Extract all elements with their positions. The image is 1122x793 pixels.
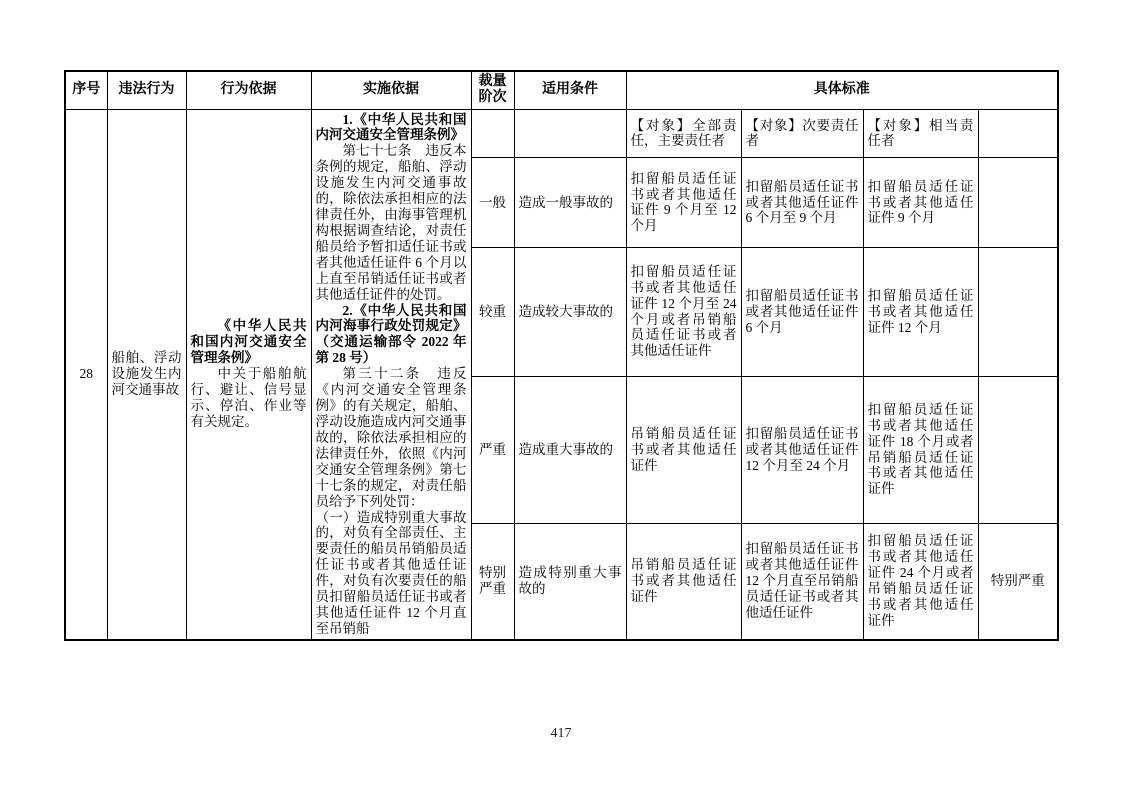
implementation-p2-body: 第三十二条 违反《内河交通安全管理条例》的有关规定，船舶、浮动设施造成内河交通事故的，除依法承担相应的法律责任外，依照《内河交通安全管理条例》第七十七条的规定，对责任船员给予下列处罚： [315,366,467,509]
behavior-basis-title: 《中华人民共和国内河交通安全管理条例》 [190,318,307,366]
cell-condition: 造成一般事故的 [514,158,626,247]
sub-header-equivalent: 【对象】相当责任者 [863,109,978,158]
cell-condition: 造成特别重大事故的 [514,523,626,640]
cell-implementation-basis [311,109,471,640]
sub-header-secondary: 【对象】次要责任者 [741,109,863,158]
cell-condition: 造成重大事故的 [514,376,626,523]
cell-standard-equivalent: 扣留船员适任证书或者其他适任证件 12 个月 [863,247,978,376]
col-header-implementation-basis: 实施依据 [311,71,471,109]
col-header-discretion-level: 裁量阶次 [471,71,514,109]
cell-standard-full-primary: 吊销船员适任证书或者其他适任证件 [626,523,741,640]
col-header-applicable-condition: 适用条件 [514,71,626,109]
cell-violation: 船舶、浮动设施发生内河交通事故 [107,109,186,640]
sub-header-row [65,109,1058,158]
cell-standard-extra [978,247,1058,376]
implementation-p2-title: 2.《中华人民共和国内河海事行政处罚规定》（交通运输部令 2022 年第 28 号） [315,302,467,366]
cell-standard-secondary: 扣留船员适任证书或者其他适任证件 6 个月至 9 个月 [741,158,863,247]
cell-standard-secondary: 扣留船员适任证书或者其他适任证件 12 个月直至吊销船员适任证书或者其他适任证件 [741,523,863,640]
cell-standard-full-primary: 吊销船员适任证书或者其他适任证件 [626,376,741,523]
cell-record-no: 28 [65,109,107,640]
cell-behavior-basis [186,109,311,640]
penalty-standards-table [64,70,1059,641]
cell-standard-extra [978,376,1058,523]
cell-standard-full-primary: 扣留船员适任证书或者其他适任证件 12 个月至 24 个月或者吊销船员适任证书或者其他适任证件 [626,247,741,376]
cell-condition: 造成较大事故的 [514,247,626,376]
cell-standard-secondary: 扣留船员适任证书或者其他适任证件 6 个月 [741,247,863,376]
col-header-specific-standard: 具体标准 [626,71,1058,109]
col-header-behavior-basis: 行为依据 [186,71,311,109]
empty-cell [471,109,514,158]
implementation-p1-body: 第七十七条 违反本条例的规定，船舶、浮动设施发生内河交通事故的，除依法承担相应的法律责任外，由海事管理机构根据调查结论，对责任船员给予暂扣适任证书或者其他适任证件 6 个月以上直至吊销适任证书或者其他适任证件的处罚。 [315,143,467,302]
sub-header-full-primary: 【对象】全部责任，主要责任者 [626,109,741,158]
cell-standard-full-primary: 扣留船员适任证书或者其他适任证件 9 个月至 12 个月 [626,158,741,247]
page-number: 417 [550,726,572,741]
implementation-p3-body: （一）造成特别重大事故的，对负有全部责任、主要责任的船员吊销船员适任证书或者其他适任证件，对负有次要责任的船员扣留船员适任证书或者其他适任证件 12 个月直至吊销船 [315,509,467,636]
empty-cell [514,109,626,158]
empty-cell [978,109,1058,158]
behavior-basis-body: 中关于船舶航行、避让、信号显示、停泊、作业等有关规定。 [190,366,307,430]
cell-standard-extra [978,158,1058,247]
cell-standard-equivalent: 扣留船员适任证书或者其他适任证件 9 个月 [863,158,978,247]
cell-standard-equivalent: 扣留船员适任证书或者其他适任证件 24 个月或者吊销船员适任证书或者其他适任证件 [863,523,978,640]
cell-level: 特别严重 [471,523,514,640]
cell-level: 一般 [471,158,514,247]
cell-standard-extra: 特别严重 [978,523,1058,640]
cell-standard-equivalent: 扣留船员适任证书或者其他适任证件 18 个月或者吊销船员适任证书或者其他适任证件 [863,376,978,523]
col-header-violation: 违法行为 [107,71,186,109]
implementation-p1-title: 1.《中华人民共和国内河交通安全管理条例》 [315,111,467,143]
header-row [65,71,1058,109]
cell-level: 较重 [471,247,514,376]
col-header-no: 序号 [65,71,107,109]
cell-standard-secondary: 扣留船员适任证书或者其他适任证件 12 个月至 24 个月 [741,376,863,523]
cell-level: 严重 [471,376,514,523]
